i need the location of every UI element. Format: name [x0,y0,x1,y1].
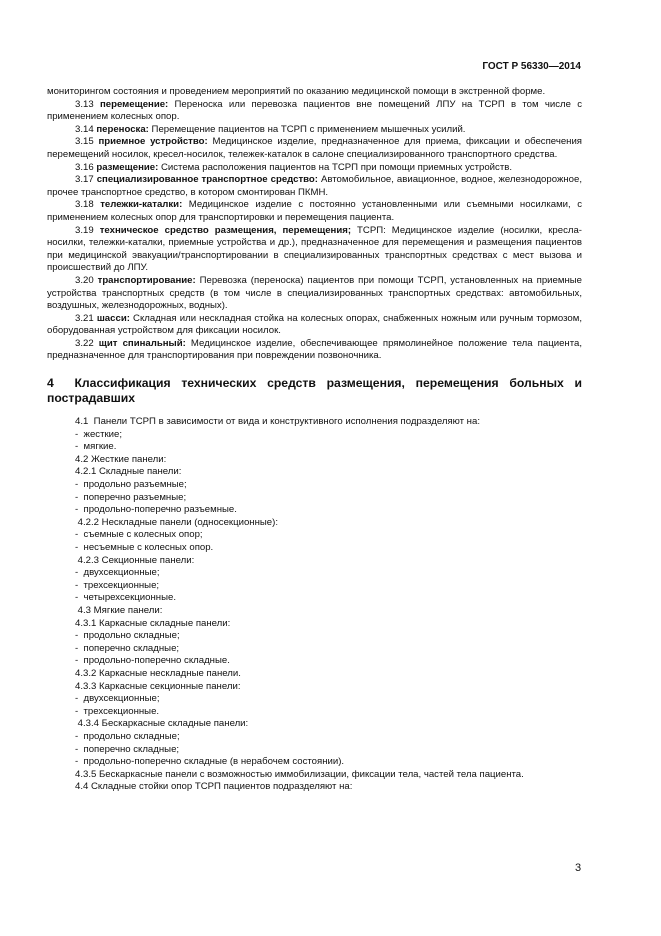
definition-text: Система расположения пациентов на ТСРП при помощи приемных устройств. [158,161,512,173]
definition-term: размещение: [96,161,159,173]
definition-number: 3.17 [75,174,94,186]
definition-paragraph [47,136,582,161]
list-item: - двухсекционные; [75,693,160,705]
clause-line: 4.4 Складные стойки опор ТСРП пациентов подразделяют на: [75,781,353,793]
definition-paragraph [47,99,582,124]
clause-line: 4.3.2 Каркасные нескладные панели. [75,667,241,679]
definition-paragraph [47,313,582,338]
definition-number: 3.22 [75,337,94,349]
definition-paragraph [47,174,582,199]
definition-text: Переноска или перевозка пациентов вне помещений ЛПУ на ТСРП в том числе с применением колесных опор. [47,98,583,123]
definition-text: Складная или нескладная стойка на колесных опорах, снабженных ножным или ручным тормозом, оборудованная устройством для фиксации носилок. [47,312,583,337]
definition-number: 3.13 [75,98,94,110]
definition-number: 3.20 [75,274,94,286]
section-number: 4 [47,376,54,391]
clause-line: 4.2 Жесткие панели: [75,453,167,465]
section-title: Классификация технических средств размещения, перемещения больных и пострадавших [47,376,582,405]
definitions-list [47,99,582,363]
definition-term: техническое средство размещения, перемещения; [99,224,352,236]
definition-number: 3.16 [75,161,94,173]
definition-number: 3.14 [75,123,94,135]
definition-number: 3.19 [75,224,94,236]
list-item: - продольно-поперечно разъемные. [75,504,237,516]
page-number: 3 [575,862,582,874]
list-item: - трехсекционные; [75,579,160,591]
definition-text: Медицинское изделие с постоянно установленными или съемными носилками, с применением колесных опор для транспортировки и перемещения пациента. [47,199,582,223]
definition-term: переноска: [96,123,149,135]
clause-line: 4.2.2 Нескладные панели (односекционные): [75,516,278,528]
definition-paragraph [47,124,582,137]
definition-term: специализированное транспортное средство: [96,174,318,186]
clause-line: 4.3.5 Бескаркасные панели с возможностью иммобилизации, фиксации тела, частей тела пациента. [75,768,524,780]
definition-term: щит спинальный: [98,337,186,349]
list-item: - продольно-поперечно складные. [75,655,230,667]
definition-text: Медицинское изделие, предназначенное для приема, фиксации и обеспечения перемещений носилок, кресел-носилок, тележек-каталок в салоне специализированного транспортного средства. [47,136,583,160]
definition-term: транспортирование: [97,274,196,286]
list-item: - поперечно складные; [75,642,180,654]
list-item: - поперечно разъемные; [75,491,187,503]
definition-number: 3.21 [75,312,94,324]
definition-paragraph [47,338,582,363]
list-item: - четырехсекционные. [75,592,176,604]
clause-line: 4.1 Панели ТСРП в зависимости от вида и конструктивного исполнения подразделяют на: [75,416,480,428]
document-body [47,86,582,794]
clause-line: 4.3.3 Каркасные секционные панели: [75,680,241,692]
definition-text: Медицинское изделие, обеспечивающее прямолинейное положение тела пациента, предназначенное для транспортирования при повреждении позвоночника. [47,337,582,362]
standard-header: ГОСТ Р 56330—2014 [482,61,581,72]
definition-term: тележки-каталки: [100,199,183,211]
list-item: - поперечно складные; [75,743,180,755]
list-item: - продольно-поперечно складные (в нерабочем состоянии). [75,756,345,768]
definition-text: Перемещение пациентов на ТСРП с применением мышечных усилий. [148,123,466,135]
definition-term: перемещение: [99,98,169,110]
definition-number: 3.18 [75,199,94,211]
classification-list [47,416,582,794]
list-item: - продольно складные; [75,630,180,642]
list-item: - мягкие. [75,441,117,453]
clause-line: 4.3 Мягкие панели: [75,604,163,616]
list-item: - продольно разъемные; [75,479,187,491]
definition-text: Перевозка (переноска) пациентов при помощи ТСРП, установленных на приемные устройства транспортных средств (в том числе в специализированных транспортных средствах: автомобильных, воздушных, железнодорожных, водных). [47,274,582,312]
clause-line: 4.2.3 Секционные панели: [75,554,195,566]
list-item: - трехсекционные. [75,705,160,717]
intro-line: мониторингом состояния и проведением мероприятий по оказанию медицинской помощи в экстренной форме. [47,86,546,97]
definition-term: приемное устройство: [98,136,208,148]
section-4-heading [47,376,582,405]
clause-line: 4.3.4 Бескаркасные складные панели: [75,718,249,730]
definition-paragraph [47,162,582,175]
definition-number: 3.15 [75,136,94,148]
definition-text: ТСРП: Медицинское изделие (носилки, кресла-носилки, тележки-каталки, приемные устройства и др.), предназначенное для перемещения и размещения пациентов при медицинской эвакуации/транспортировании в специализированных транспортных средствах с мест вызова и происшествий до ЛПУ. [47,224,582,274]
list-item: - продольно складные; [75,730,180,742]
list-item: - несъемные с колесных опор. [75,542,214,553]
list-item: - съемные с колесных опор; [75,529,203,541]
definition-paragraph [47,199,582,224]
definition-term: шасси: [96,312,130,324]
definition-paragraph [47,225,582,275]
clause-line: 4.3.1 Каркасные складные панели: [75,617,231,629]
clause-line: 4.2.1 Складные панели: [75,466,182,478]
definition-text: Автомобильное, авиационное, водное, железнодорожное, прочее транспортное средство, в котором смонтирован ПКМН. [47,174,583,198]
definition-paragraph [47,275,582,313]
list-item: - жесткие; [75,428,123,440]
list-item: - двухсекционные; [75,567,160,579]
